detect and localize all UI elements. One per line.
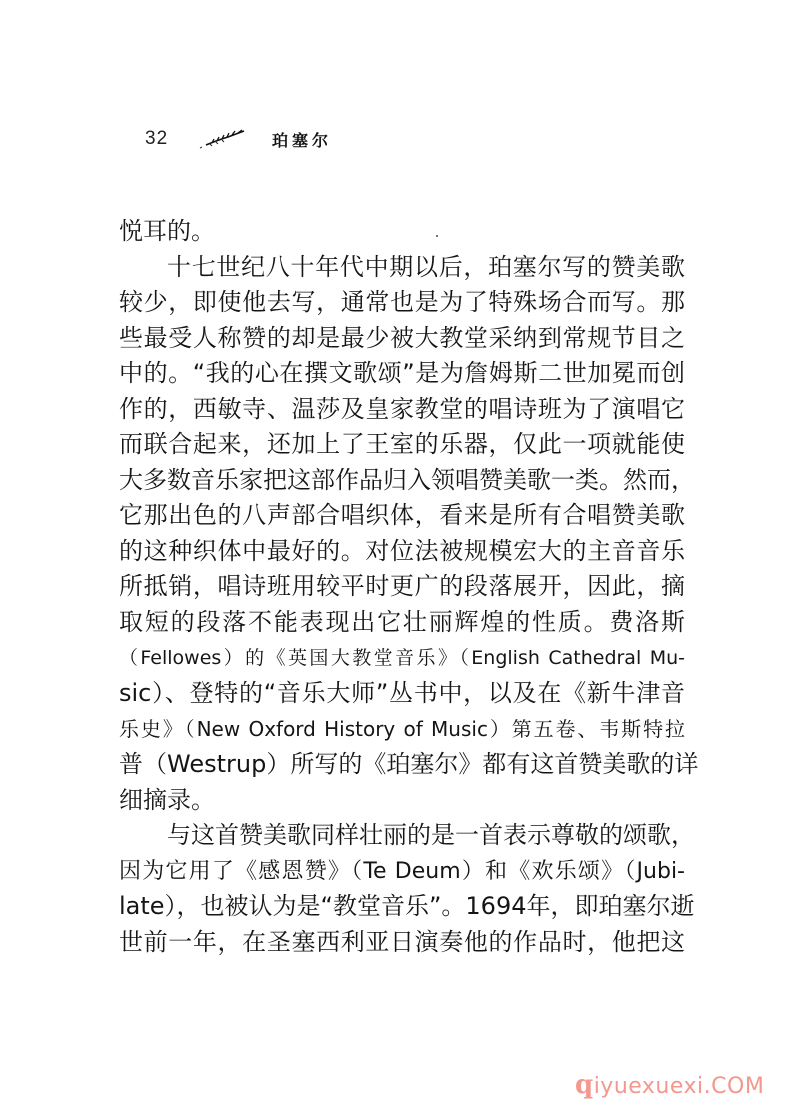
text-line: （Fellowes）的《英国大教堂音乐》（English Cathedral Mu- (119, 646, 685, 669)
watermark-prefix: q (575, 1070, 594, 1100)
text-line: 它那出色的八声部合唱织体，看来是所有合唱赞美歌 (119, 501, 685, 530)
body-text (119, 214, 699, 960)
text-line: 所抵销，唱诗班用较平时更广的段落展开，因此，摘 (119, 572, 685, 601)
site-watermark (575, 1070, 764, 1100)
text-line: 而联合起来，还加上了王室的乐器，仅此一项就能使 (119, 430, 685, 459)
page-header (0, 128, 794, 158)
text-line: 因为它用了《感恩赞》（Te Deum）和《欢乐颂》（Jubi- (119, 858, 685, 884)
text-line: 的这种织体中最好的。对位法被规模宏大的主音音乐 (119, 536, 685, 565)
text-line: 中的。“我的心在撰文歌颂”是为詹姆斯二世加冕而创 (119, 359, 685, 388)
text-line: 十七世纪八十年代中期以后，珀塞尔写的赞美歌 (167, 252, 685, 281)
text-line: 作的，西敏寺、温莎及皇家教堂的唱诗班为了演唱它 (119, 394, 685, 423)
running-title: 珀塞尔 (272, 131, 333, 150)
text-line: 乐史》（New Oxford History of Music）第五卷、韦斯特拉 (119, 716, 685, 741)
page-number: 32 (145, 128, 169, 149)
text-line: 大多数音乐家把这部作品归入领唱赞美歌一类。然而， (119, 465, 695, 494)
watermark-text: iyuexuexi.COM (593, 1074, 765, 1099)
text-line: 与这首赞美歌同样壮丽的是一首表示尊敬的颂歌， (167, 821, 695, 850)
text-line: 细摘录。 (119, 785, 215, 814)
text-line: 普（Westrup）所写的《珀塞尔》都有这首赞美歌的详 (119, 750, 699, 779)
quill-ornament-icon (198, 128, 248, 152)
text-line: late），也被认为是“教堂音乐”。1694年，即珀塞尔逝 (119, 892, 695, 921)
text-line: 取短的段落不能表现出它壮丽辉煌的性质。费洛斯 (119, 608, 685, 637)
text-line: 较少，即使他去写，通常也是为了特殊场合而写。那 (119, 288, 685, 317)
text-line: 些最受人称赞的却是最少被大教堂采纳到常规节目之 (119, 323, 685, 352)
text-line: sic）、登特的“音乐大师”丛书中，以及在《新牛津音 (119, 679, 685, 708)
text-line: 悦耳的。 (119, 217, 215, 245)
text-line: 世前一年，在圣塞西利亚日演奏他的作品时，他把这 (119, 927, 685, 956)
